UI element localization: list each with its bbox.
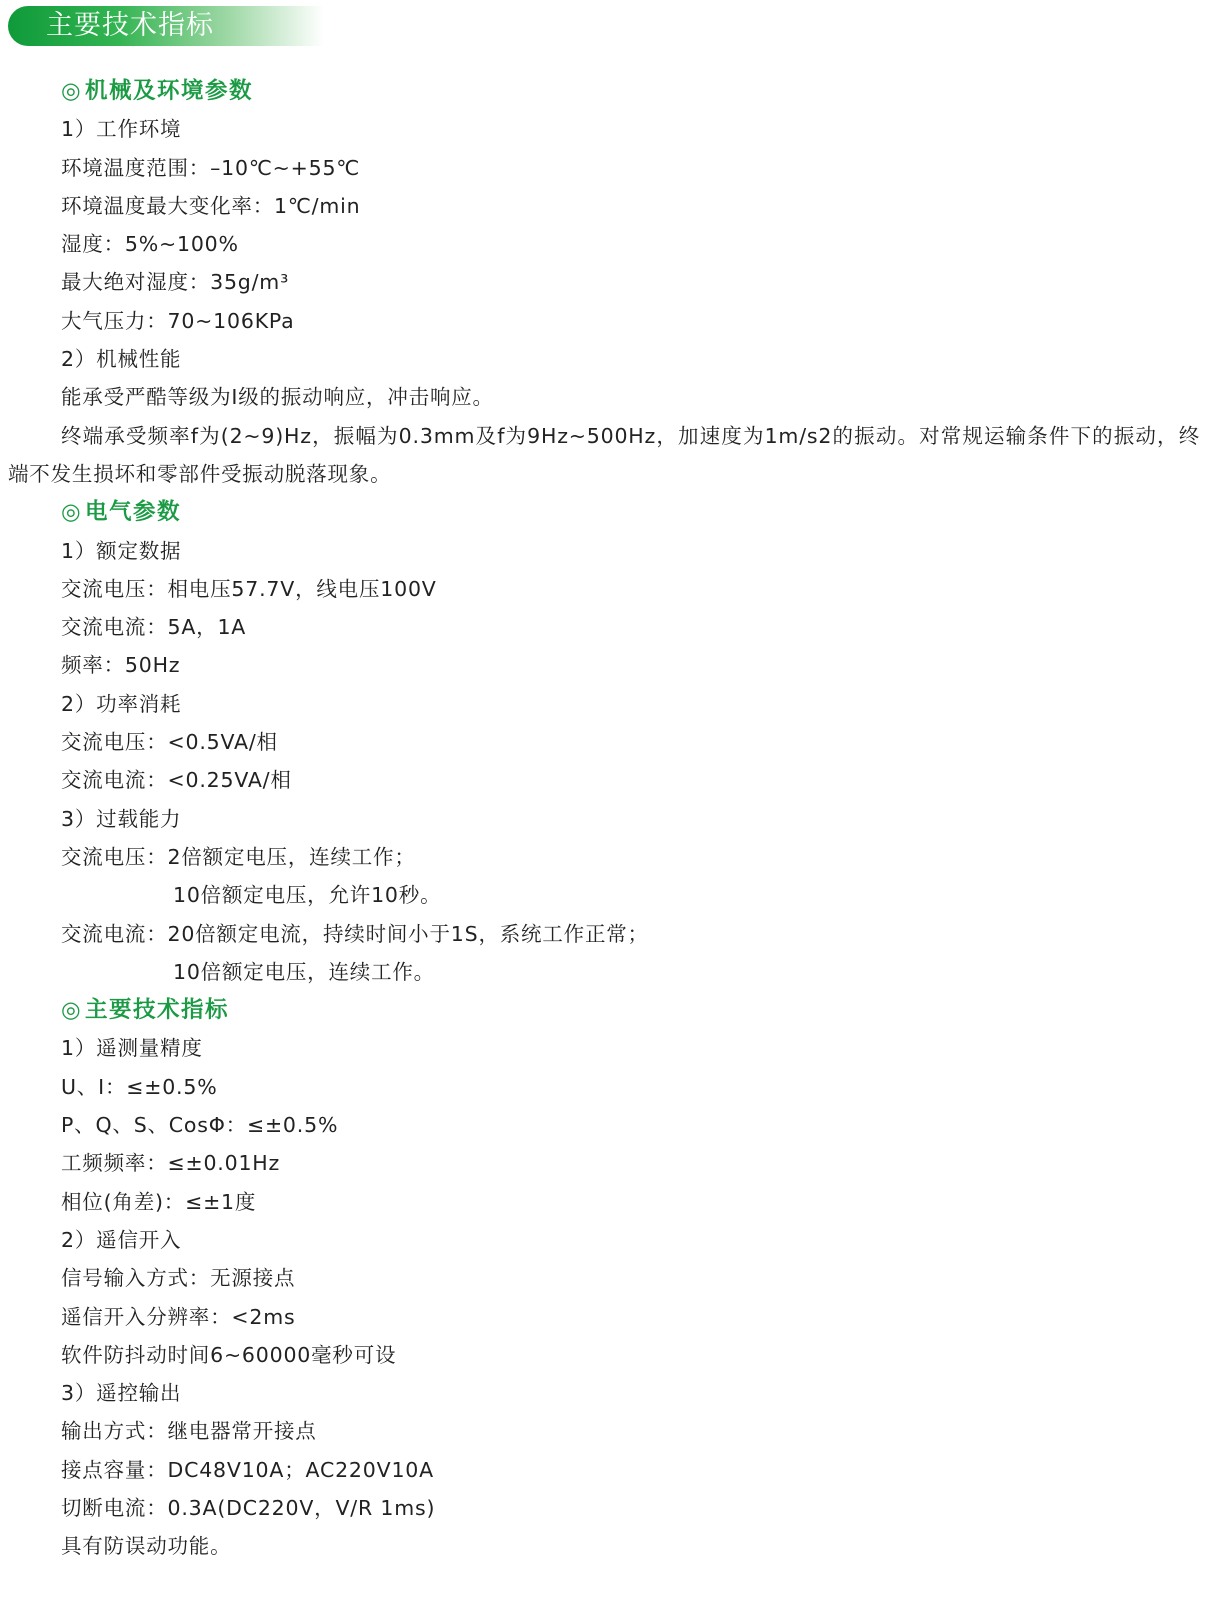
- spec-line: 交流电流：20倍额定电流，持续时间小于1S，系统工作正常；: [61, 921, 649, 946]
- spec-line: 工频频率：≤±0.01Hz: [61, 1151, 281, 1176]
- spec-line: 2）机械性能: [61, 347, 182, 372]
- circle-marker-icon: ◎: [61, 78, 83, 104]
- spec-line: 交流电压：<0.5VA/相: [61, 730, 278, 755]
- spec-line: 2）遥信开入: [61, 1227, 182, 1252]
- spec-line: 1）遥测量精度: [61, 1036, 203, 1061]
- spec-line: 3）过载能力: [61, 806, 182, 831]
- circle-marker-icon: ◎: [61, 499, 83, 526]
- spec-line: 输出方式：继电器常开接点: [61, 1419, 317, 1444]
- spec-line-continuation: 10倍额定电压，连续工作。: [173, 959, 435, 984]
- spec-line: 环境温度最大变化率：1℃/min: [61, 193, 361, 218]
- spec-line: 3）遥控输出: [61, 1381, 182, 1406]
- spec-line: 湿度：5%~100%: [61, 232, 239, 257]
- spec-line: 具有防误动功能。: [61, 1534, 232, 1559]
- spec-line: 2）功率消耗: [61, 691, 182, 716]
- spec-line: 大气压力：70~106KPa: [61, 308, 295, 333]
- spec-line: 1）工作环境: [61, 117, 182, 142]
- spec-line: 信号输入方式：无源接点: [61, 1266, 296, 1291]
- spec-line: 相位(角差)：≤±1度: [61, 1189, 257, 1214]
- spec-line: 遥信开入分辨率：<2ms: [61, 1304, 296, 1329]
- spec-line: U、I：≤±0.5%: [61, 1074, 218, 1099]
- spec-line: 切断电流：0.3A(DC220V，V/R 1ms): [61, 1495, 436, 1520]
- spec-line: 软件防抖动时间6~60000毫秒可设: [61, 1342, 397, 1367]
- section-title: 电气参数: [85, 499, 182, 526]
- section-heading-electrical: [0, 493, 1226, 531]
- section-heading-technical: [0, 991, 1226, 1029]
- section-heading-mechanical: [0, 72, 1226, 110]
- spec-line: P、Q、S、CosΦ：≤±0.5%: [61, 1113, 339, 1138]
- spec-line: 能承受严酷等级为I级的振动响应，冲击响应。: [61, 385, 494, 410]
- section-title: 机械及环境参数: [85, 78, 254, 104]
- section-banner: [8, 6, 324, 46]
- spec-line: 1）额定数据: [61, 538, 182, 563]
- spec-line: 环境温度范围：–10℃~+55℃: [61, 155, 361, 180]
- spec-line: 频率：50Hz: [61, 653, 181, 678]
- spec-line: 交流电压：2倍额定电压，连续工作；: [61, 844, 416, 869]
- spec-paragraph: 终端承受频率f为(2~9)Hz，振幅为0.3mm及f为9Hz~500Hz，加速度为1m/s2的振动。对常规运输条件下的振动，终端不发生损坏和零部件受振动脱落现象。: [8, 423, 1200, 486]
- spec-line: 最大绝对湿度：35g/m³: [61, 270, 290, 295]
- spec-line: 接点容量：DC48V10A；AC220V10A: [61, 1457, 434, 1482]
- spec-line-continuation: 10倍额定电压，允许10秒。: [173, 883, 442, 908]
- section-title: 主要技术指标: [85, 997, 230, 1024]
- spec-line: 交流电流：5A，1A: [61, 615, 247, 640]
- spec-line: 交流电流：<0.25VA/相: [61, 768, 292, 793]
- spec-line: 交流电压：相电压57.7V，线电压100V: [61, 576, 437, 601]
- spec-content: [0, 72, 1226, 1566]
- banner-title: 主要技术指标: [46, 10, 214, 41]
- circle-marker-icon: ◎: [61, 997, 83, 1024]
